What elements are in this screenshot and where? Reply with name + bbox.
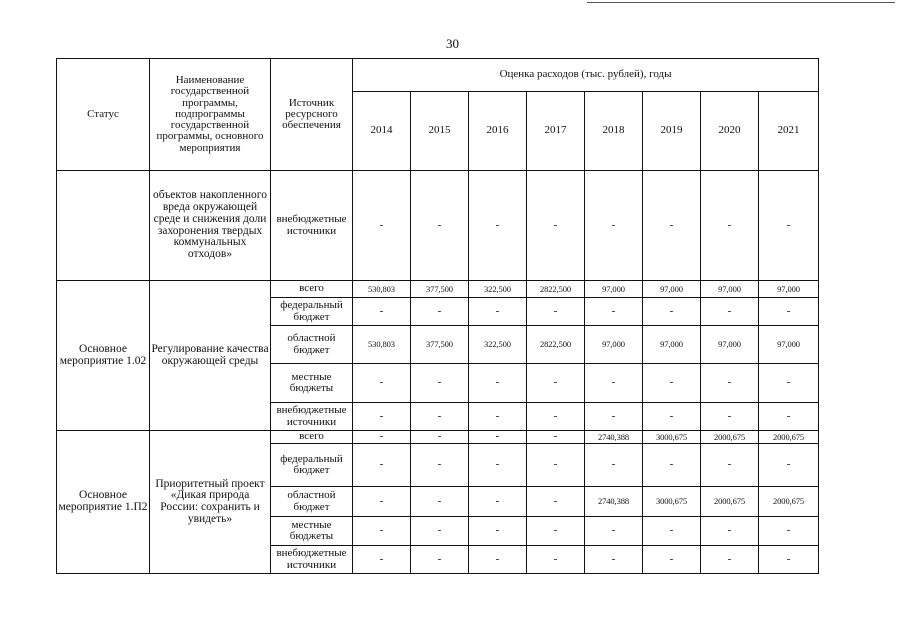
value-cell: 97,000 [585,281,643,298]
source-cell: внебюджетные источники [271,546,353,574]
value-cell: - [643,171,701,281]
value-cell: - [759,517,819,546]
value-cell: - [469,517,527,546]
status-cell: Основное мероприятие 1.П2 [57,431,150,574]
value-cell: - [643,403,701,431]
value-cell: - [643,517,701,546]
value-cell: - [469,364,527,403]
value-cell: - [353,171,411,281]
value-cell: - [353,444,411,487]
header-year: 2018 [585,92,643,171]
header-year: 2016 [469,92,527,171]
value-cell: 322,500 [469,281,527,298]
header-source: Источник ресурсного обеспечения [271,59,353,171]
source-cell: федеральный бюджет [271,444,353,487]
value-cell: - [527,403,585,431]
value-cell: - [585,171,643,281]
value-cell: 97,000 [701,326,759,364]
value-cell: - [411,487,469,517]
value-cell: - [759,298,819,326]
value-cell: - [643,546,701,574]
source-cell: федеральный бюджет [271,298,353,326]
name-cell: объектов накопленного вреда окружающей среде и снижения доли захоронения твердых коммунальных отходов» [150,171,271,281]
value-cell: 530,803 [353,281,411,298]
table-row [57,431,819,444]
value-cell: - [701,517,759,546]
value-cell: - [585,546,643,574]
source-cell: всего [271,281,353,298]
header-year: 2020 [701,92,759,171]
value-cell: 530,803 [353,326,411,364]
value-cell: 377,500 [411,326,469,364]
value-cell: - [411,298,469,326]
value-cell: - [527,487,585,517]
value-cell: - [411,171,469,281]
value-cell: - [353,487,411,517]
value-cell: 97,000 [585,326,643,364]
value-cell: - [469,487,527,517]
value-cell: - [585,298,643,326]
value-cell: - [701,364,759,403]
top-rule-line [587,2,895,3]
value-cell: 377,500 [411,281,469,298]
name-cell: Приоритетный проект «Дикая природа России: сохранить и увидеть» [150,431,271,574]
source-cell: областной бюджет [271,326,353,364]
value-cell: - [469,431,527,444]
value-cell: - [643,364,701,403]
value-cell: 97,000 [643,326,701,364]
value-cell: 97,000 [759,281,819,298]
value-cell: - [469,298,527,326]
status-cell [57,171,150,281]
value-cell: - [585,403,643,431]
value-cell: - [701,403,759,431]
table-row [57,281,819,298]
value-cell: - [527,517,585,546]
value-cell: 2822,500 [527,281,585,298]
header-status: Статус [57,59,150,171]
value-cell: - [701,298,759,326]
value-cell: - [701,171,759,281]
expenditure-table [56,58,819,574]
value-cell: - [353,546,411,574]
value-cell: - [411,364,469,403]
value-cell: - [527,364,585,403]
value-cell: 2740,388 [585,487,643,517]
value-cell: 3000,675 [643,487,701,517]
header-estimate: Оценка расходов (тыс. рублей), годы [353,59,819,92]
value-cell: 97,000 [759,326,819,364]
value-cell: - [527,431,585,444]
value-cell: - [759,364,819,403]
value-cell: - [353,364,411,403]
value-cell: - [411,444,469,487]
value-cell: - [527,171,585,281]
header-year: 2014 [353,92,411,171]
value-cell: - [759,171,819,281]
value-cell: 2822,500 [527,326,585,364]
value-cell: - [701,546,759,574]
value-cell: 2000,675 [701,487,759,517]
value-cell: - [411,546,469,574]
value-cell: - [527,298,585,326]
source-cell: внебюджетные источники [271,171,353,281]
value-cell: - [585,364,643,403]
value-cell: - [643,444,701,487]
value-cell: - [585,444,643,487]
value-cell: - [353,431,411,444]
header-year: 2019 [643,92,701,171]
value-cell: - [527,444,585,487]
value-cell: - [353,403,411,431]
value-cell: 2000,675 [759,487,819,517]
value-cell: - [353,298,411,326]
value-cell: - [759,546,819,574]
value-cell: 2000,675 [701,431,759,444]
value-cell: 97,000 [643,281,701,298]
value-cell: - [759,444,819,487]
value-cell: 97,000 [701,281,759,298]
value-cell: - [469,444,527,487]
value-cell: - [469,546,527,574]
source-cell: местные бюджеты [271,517,353,546]
table-row [57,171,819,281]
value-cell: 3000,675 [643,431,701,444]
source-cell: всего [271,431,353,444]
value-cell: 2740,388 [585,431,643,444]
header-year: 2017 [527,92,585,171]
name-cell: Регулирование качества окружающей среды [150,281,271,431]
value-cell: - [353,517,411,546]
value-cell: - [411,431,469,444]
status-cell: Основное мероприятие 1.02 [57,281,150,431]
value-cell: - [701,444,759,487]
value-cell: - [469,403,527,431]
value-cell: - [643,298,701,326]
header-year: 2015 [411,92,469,171]
value-cell: - [585,517,643,546]
header-year: 2021 [759,92,819,171]
page-number: 30 [446,36,459,51]
value-cell: - [411,403,469,431]
source-cell: внебюджетные источники [271,403,353,431]
value-cell: 322,500 [469,326,527,364]
value-cell: - [527,546,585,574]
value-cell: - [759,403,819,431]
header-name: Наименование государственной программы, подпрограммы государственной программы, основного мероприятия [150,59,271,171]
value-cell: - [411,517,469,546]
source-cell: областной бюджет [271,487,353,517]
value-cell: - [469,171,527,281]
value-cell: 2000,675 [759,431,819,444]
source-cell: местные бюджеты [271,364,353,403]
